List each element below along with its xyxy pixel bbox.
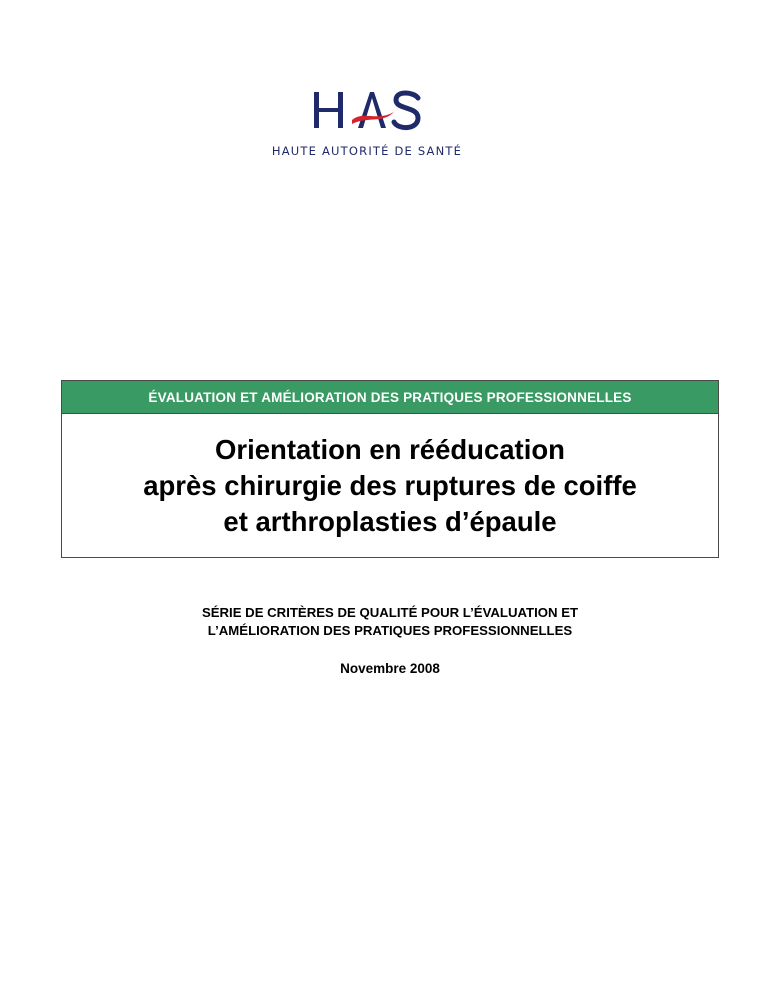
document-subtitle [61,604,719,640]
title-line: et arthroplasties d’épaule [223,506,557,537]
logo-subtitle: HAUTE AUTORITÉ DE SANTÉ [271,144,463,158]
header-band [62,381,718,414]
title-box [61,380,719,558]
subtitle-line: L’AMÉLIORATION DES PRATIQUES PROFESSIONNELLES [207,623,573,638]
header-band-label: ÉVALUATION ET AMÉLIORATION DES PRATIQUES PROFESSIONNELLES [148,389,632,405]
has-logo [262,86,472,166]
document-title [62,432,718,540]
publication-date: Novembre 2008 [340,661,440,676]
title-line: après chirurgie des ruptures de coiffe [143,470,637,501]
has-logo-mark [310,86,424,138]
subtitle-line: SÉRIE DE CRITÈRES DE QUALITÉ POUR L’ÉVALUATION ET [201,605,579,620]
title-line: Orientation en rééducation [215,434,565,465]
